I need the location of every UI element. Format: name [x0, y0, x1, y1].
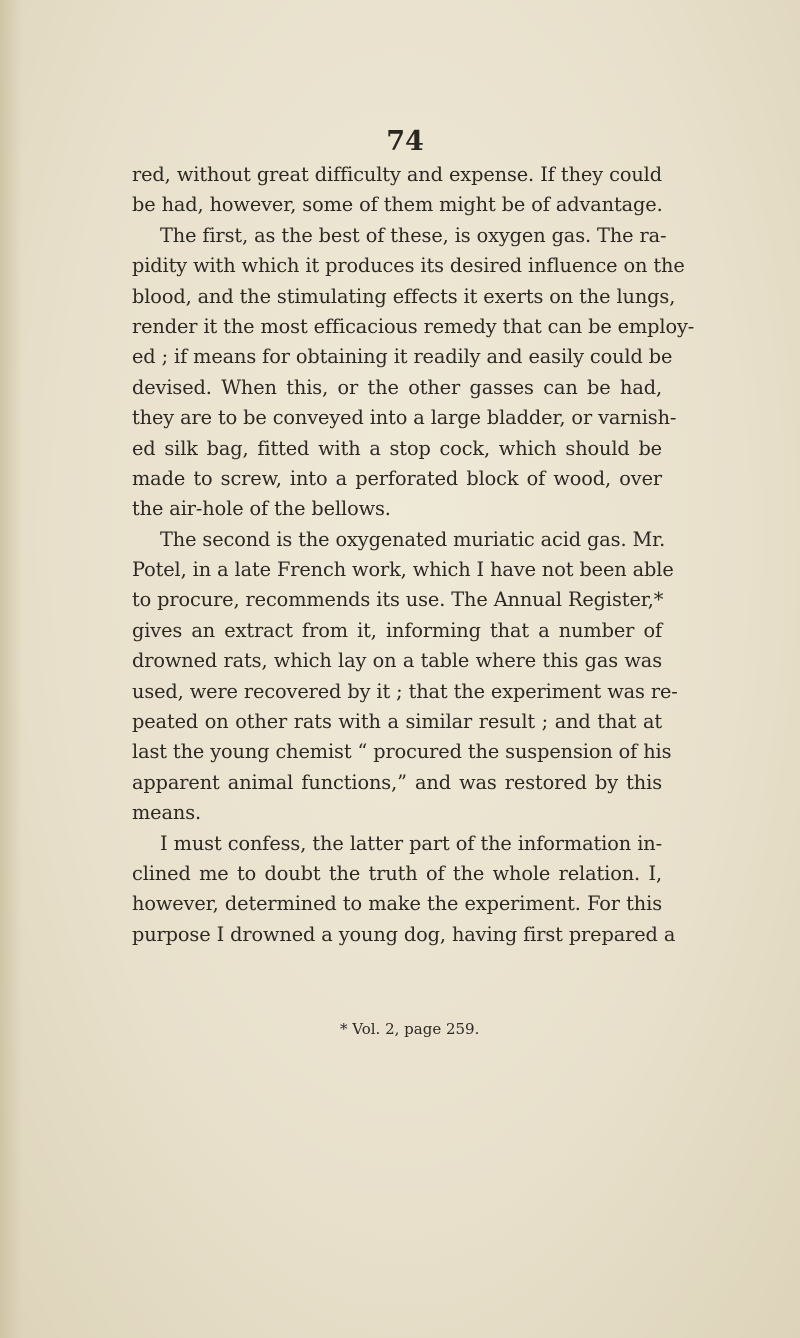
text-line: be had, however, some of them might be of advantage.: [132, 193, 663, 217]
text-line: they are to be conveyed into a large bladder, or varnish-: [132, 406, 677, 430]
text-line: however, determined to make the experiment. For this: [132, 892, 662, 916]
text-line: The first, as the best of these, is oxygen gas. The ra-: [160, 223, 667, 247]
text-line: purpose I drowned a young dog, having first prepared a: [132, 922, 676, 946]
text-line: to procure, recommends its use. The Annual Register,*: [132, 588, 664, 612]
text-line: devised. When this, or the other gasses can be had,: [132, 375, 662, 399]
text-line: gives an extract from it, informing that a number of: [132, 618, 662, 642]
text-line: The second is the oxygenated muriatic acid gas. Mr.: [160, 527, 666, 551]
text-line: means.: [132, 801, 202, 825]
text-line: peated on other rats with a similar result ; and that at: [132, 710, 662, 734]
text-line: apparent animal functions,” and was restored by this: [132, 770, 662, 794]
text-line: used, were recovered by it ; that the experiment was re-: [132, 679, 678, 703]
page-number: 74: [386, 126, 424, 157]
text-line: made to screw, into a perforated block of wood, over: [132, 466, 662, 490]
text-line: blood, and the stimulating effects it exerts on the lungs,: [132, 284, 676, 308]
text-line: red, without great difficulty and expense. If they could: [132, 163, 662, 186]
body-text: [132, 160, 695, 950]
page-edge-shadow: [0, 0, 22, 1338]
text-line: last the young chemist “ procured the suspension of his: [132, 740, 672, 764]
text-line: pidity with which it produces its desired influence on the: [132, 254, 685, 278]
text-line: clined me to doubt the truth of the whole relation. I,: [132, 861, 662, 885]
text-line: I must confess, the latter part of the information in-: [160, 831, 662, 855]
text-line: Potel, in a late French work, which I have not been able: [132, 558, 674, 582]
text-line: ed ; if means for obtaining it readily and easily could be: [132, 345, 673, 369]
text-line: ed silk bag, fitted with a stop cock, which should be: [132, 436, 662, 460]
text-line: drowned rats, which lay on a table where this gas was: [132, 649, 662, 673]
text-line: render it the most efficacious remedy that can be employ-: [132, 314, 695, 338]
footnote: * Vol. 2, page 259.: [340, 1020, 480, 1038]
text-line: the air-hole of the bellows.: [132, 497, 391, 521]
